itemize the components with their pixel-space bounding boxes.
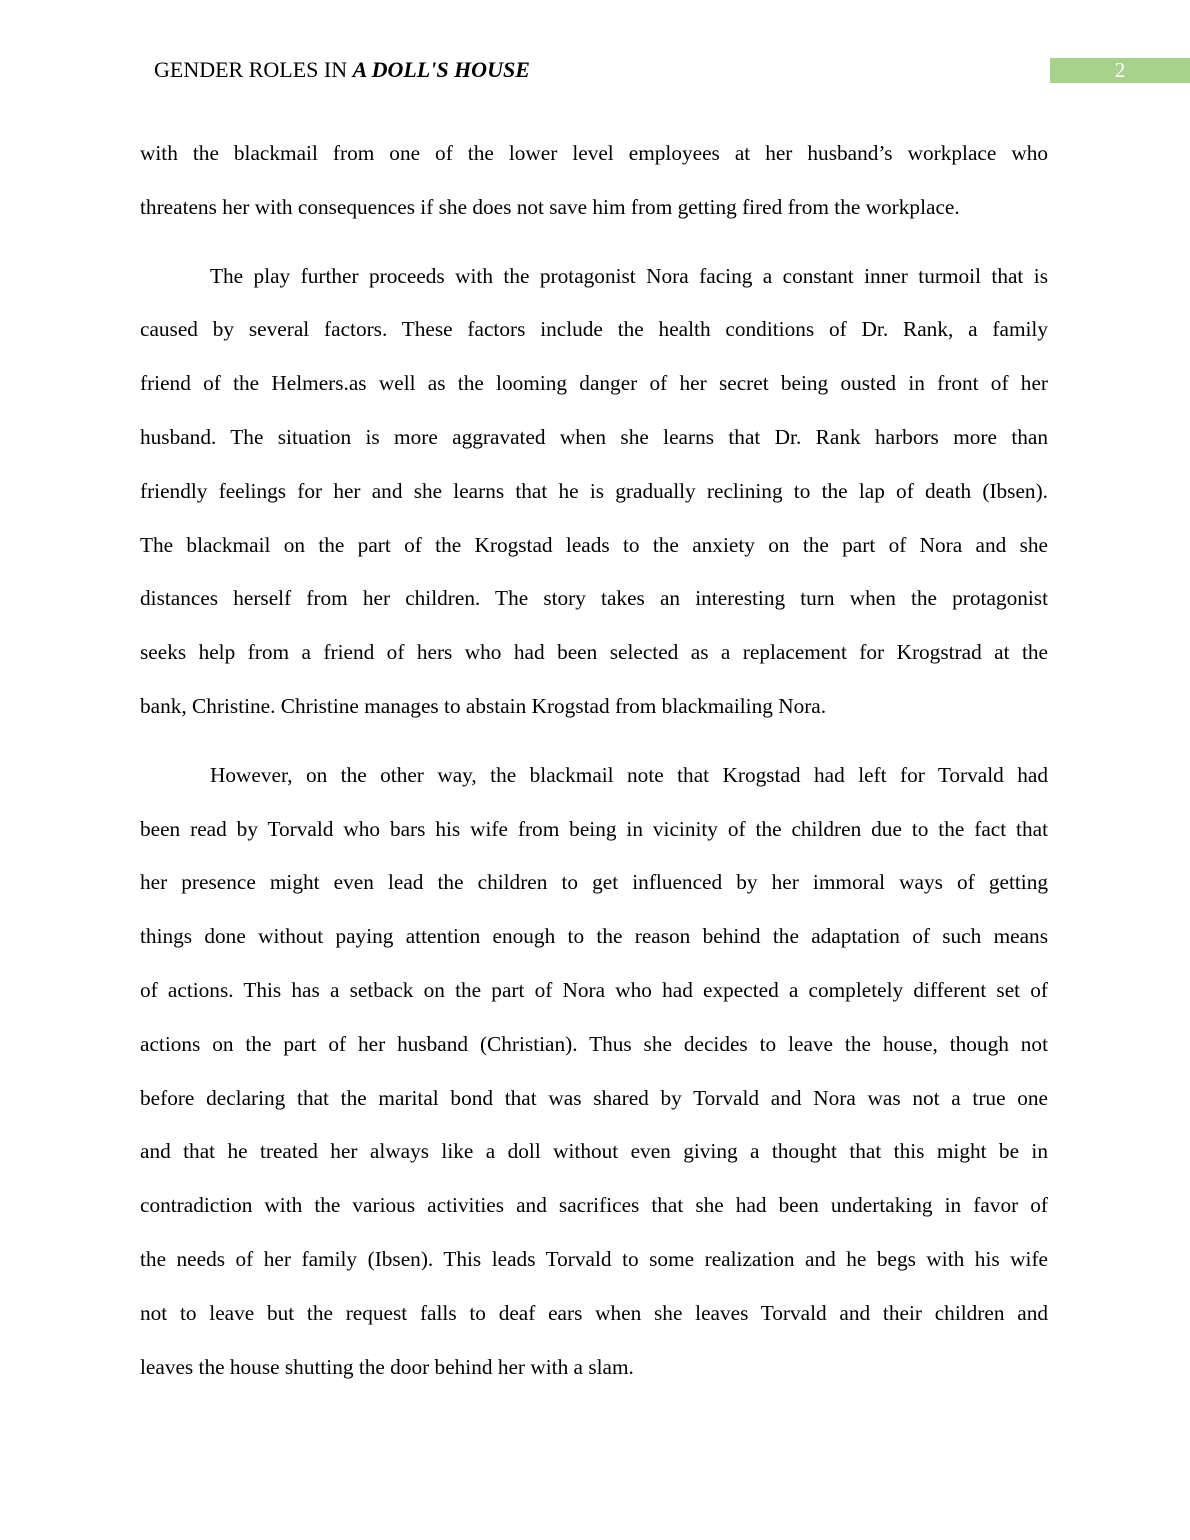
text-line: leaves the house shutting the door behind her with a slam.: [140, 1354, 634, 1379]
text-line: things done without paying attention enough to the reason behind the adaptation of such means: [140, 924, 1048, 949]
header-title-italic: A DOLL'S HOUSE: [352, 57, 530, 82]
paragraph: [140, 250, 1048, 734]
text-line: husband. The situation is more aggravated when she learns that Dr. Rank harbors more than: [140, 424, 1048, 449]
text-line: of actions. This has a setback on the part of Nora who had expected a completely different set of: [140, 977, 1048, 1002]
text-line: threatens her with consequences if she does not save him from getting fired from the workplace.: [140, 194, 960, 219]
text-line: not to leave but the request falls to deaf ears when she leaves Torvald and their children and: [140, 1300, 1048, 1325]
text-line: caused by several factors. These factors include the health conditions of Dr. Rank, a family: [140, 317, 1048, 342]
text-line: The blackmail on the part of the Krogstad leads to the anxiety on the part of Nora and she: [140, 532, 1048, 557]
text-line: been read by Torvald who bars his wife from being in vicinity of the children due to the fact that: [140, 816, 1048, 841]
text-line: with the blackmail from one of the lower level employees at her husband’s workplace who: [140, 141, 1048, 165]
text-line: actions on the part of her husband (Christian). Thus she decides to leave the house, though not: [140, 1031, 1048, 1056]
page-number: 2: [1050, 58, 1190, 83]
text-line: seeks help from a friend of hers who had been selected as a replacement for Krogstrad at the: [140, 640, 1048, 665]
text-line: her presence might even lead the children to get influenced by her immoral ways of getting: [140, 870, 1048, 895]
text-line: The play further proceeds with the protagonist Nora facing a constant inner turmoil that is: [210, 263, 1048, 288]
text-line: the needs of her family (Ibsen). This leads Torvald to some realization and he begs with his wife: [140, 1246, 1048, 1271]
header-title: GENDER ROLES IN: [154, 57, 353, 82]
text-line: However, on the other way, the blackmail note that Krogstad had left for Torvald had: [210, 762, 1048, 787]
text-line: before declaring that the marital bond that was shared by Torvald and Nora was not a true one: [140, 1085, 1048, 1110]
text-line: friendly feelings for her and she learns that he is gradually reclining to the lap of death (Ibsen).: [140, 478, 1048, 503]
text-line: bank, Christine. Christine manages to abstain Krogstad from blackmailing Nora.: [140, 693, 827, 718]
text-line: contradiction with the various activities and sacrifices that she had been undertaking in favor of: [140, 1193, 1048, 1218]
text-line: friend of the Helmers.as well as the looming danger of her secret being ousted in front of her: [140, 371, 1048, 396]
paragraph: [140, 127, 1048, 235]
text-line: and that he treated her always like a doll without even giving a thought that this might be in: [140, 1139, 1048, 1164]
text-line: distances herself from her children. The story takes an interesting turn when the protagonist: [140, 586, 1048, 611]
document-body: [140, 127, 1048, 1409]
paragraph: [140, 749, 1048, 1395]
running-header: [154, 57, 530, 83]
